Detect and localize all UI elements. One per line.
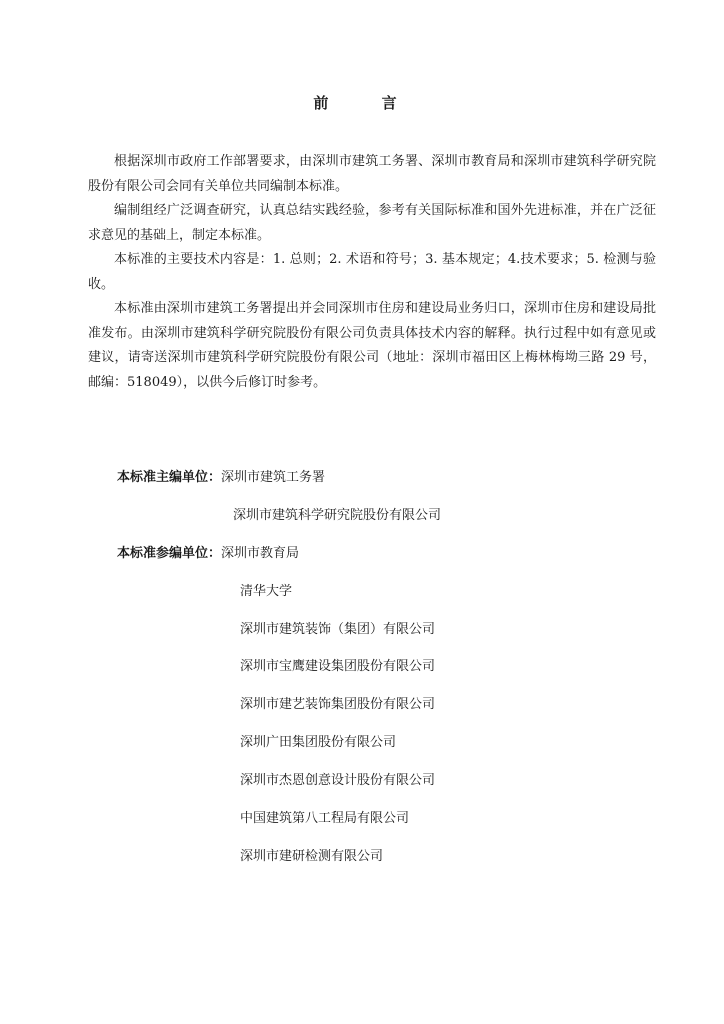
chief-units-label: 本标准主编单位： — [117, 470, 222, 485]
foreword-body — [88, 150, 656, 395]
participating-unit-item: 中国建筑第八工程局有限公司 — [240, 811, 410, 826]
participating-unit-item: 深圳市杰恩创意设计股份有限公司 — [240, 773, 436, 788]
foreword-paragraph: 本标准的主要技术内容是：1. 总则；2. 术语和符号；3. 基本规定；4.技术要求；5. 检测与验收。 — [88, 252, 656, 292]
foreword-paragraph: 编制组经广泛调查研究，认真总结实践经验，参考有关国际标准和国外先进标准，并在广泛征求意见的基础上，制定本标准。 — [88, 203, 656, 243]
participating-unit-item: 深圳市建筑装饰（集团）有限公司 — [240, 622, 436, 637]
chief-unit-item: 深圳市建筑科学研究院股份有限公司 — [233, 508, 442, 523]
participating-unit-item: 清华大学 — [240, 584, 293, 599]
chief-units-row — [117, 466, 325, 485]
participating-unit-item: 深圳市教育局 — [221, 546, 300, 561]
participating-unit-item: 深圳市建艺装饰集团股份有限公司 — [240, 697, 436, 712]
chief-unit-item: 深圳市建筑工务署 — [221, 470, 326, 485]
participating-unit-item: 深圳市宝鹰建设集团股份有限公司 — [240, 659, 436, 674]
foreword-paragraph: 根据深圳市政府工作部署要求，由深圳市建筑工务署、深圳市教育局和深圳市建筑科学研究院股份有限公司会同有关单位共同编制本标准。 — [88, 154, 656, 194]
participating-units-row — [117, 542, 299, 561]
foreword-paragraph: 本标准由深圳市建筑工务署提出并会同深圳市住房和建设局业务归口，深圳市住房和建设局批准发布。由深圳市建筑科学研究院股份有限公司负责具体技术内容的解释。执行过程中如有意见或建议，请寄送深圳市建筑科学研究院股份有限公司（地址：深圳市福田区上梅林梅坳三路 29 号，邮编：518049），以供今后修订时参考。 — [88, 301, 656, 390]
participating-units-label: 本标准参编单位： — [117, 546, 222, 561]
participating-unit-item: 深圳广田集团股份有限公司 — [240, 735, 397, 750]
participating-unit-item: 深圳市建研检测有限公司 — [240, 849, 384, 864]
page-title: 前 言 — [313, 94, 421, 112]
